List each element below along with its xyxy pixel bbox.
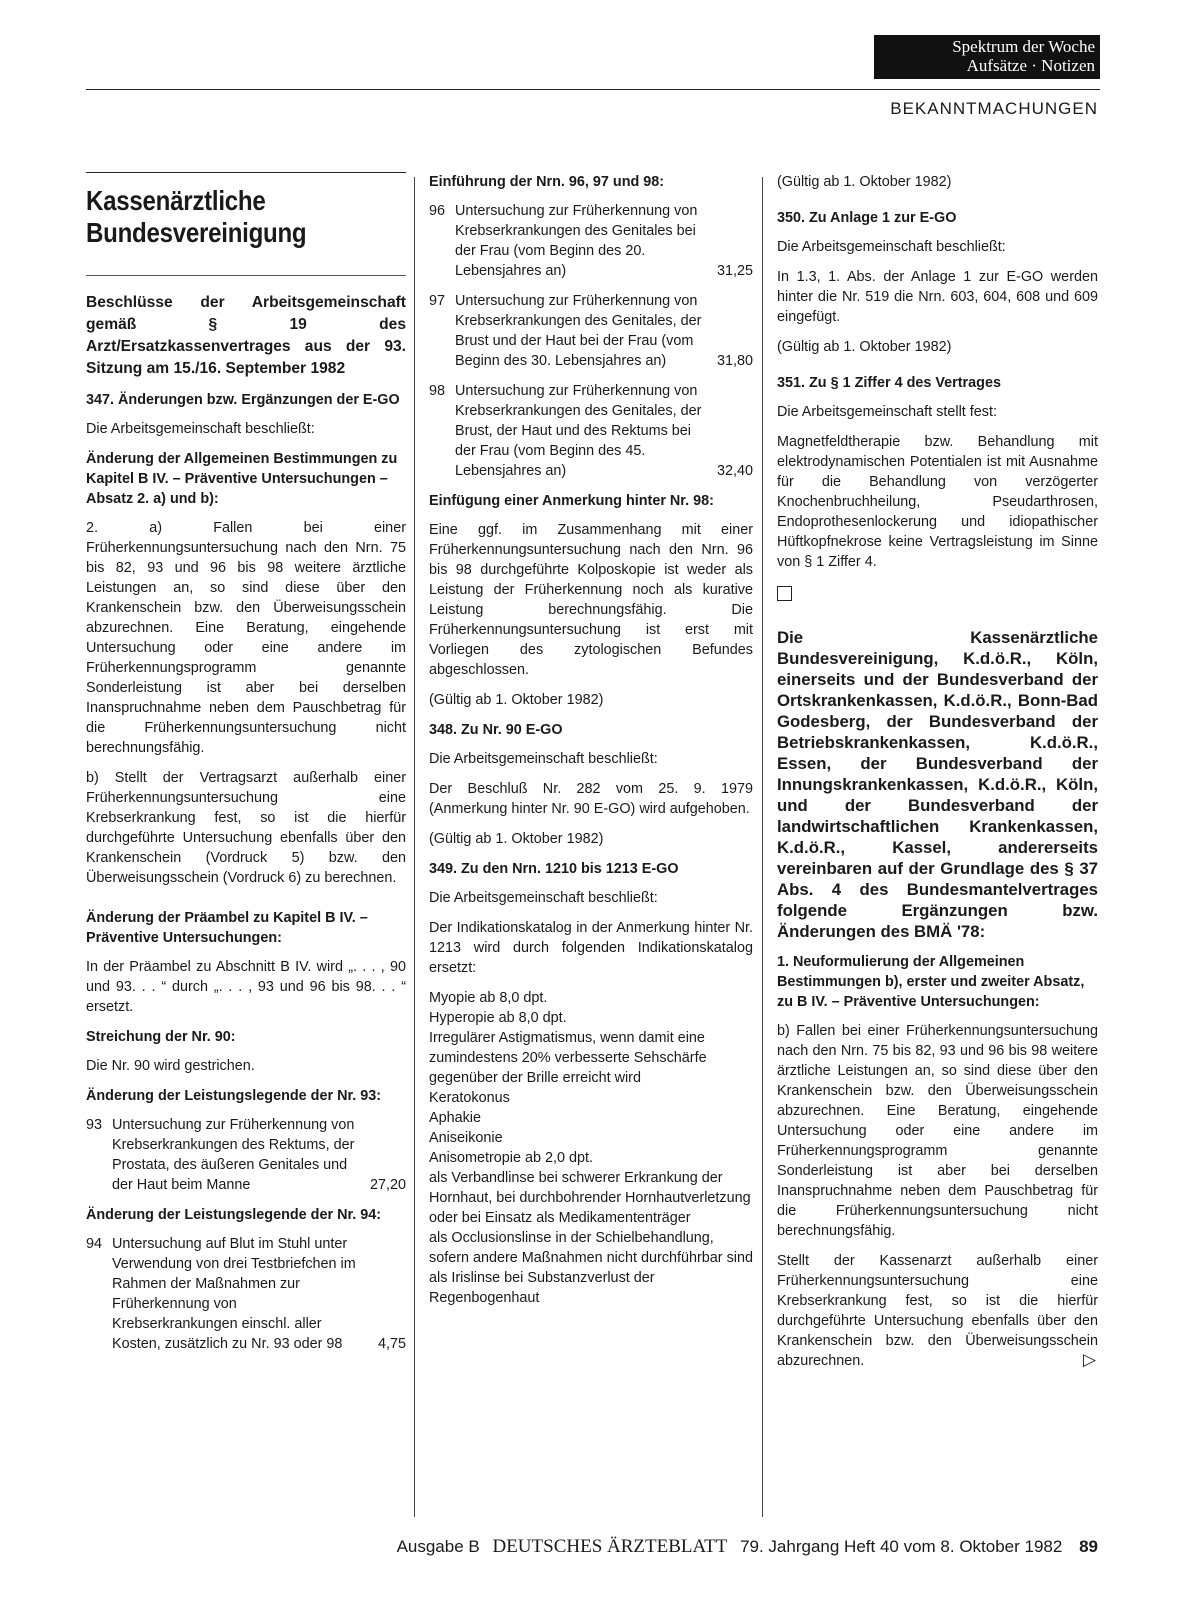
column-divider-2 xyxy=(762,177,763,1517)
paragraph-b: b) Fallen bei einer Früherkennungsuntersuchung nach den Nrn. 75 bis 82, 93 und 96 bis 98 weitere ärztliche Leistungen an, so sind diese über den Krankenschein bzw. den Überweisungsschein abzurechnen. Eine Beratung, eingehende Untersuchung oder eine andere im Früherkennungsprogramm genannte Sonderleistung ist aber bei derselben Inanspruchnahme neben dem Pauschbetrag für die Früherkennungsuntersuchung nicht berechnungsfähig. xyxy=(777,1023,1098,1239)
column-1 xyxy=(86,172,406,1364)
paragraph: Die Arbeitsgemeinschaft beschließt: xyxy=(86,421,315,437)
heading-streichung: Streichung der Nr. 90: xyxy=(86,1029,236,1045)
brand-line-2: Aufsätze · Notizen xyxy=(966,56,1095,75)
paragraph: Die Arbeitsgemeinschaft stellt fest: xyxy=(777,404,997,420)
fee-item-96 xyxy=(429,201,753,281)
header-rule xyxy=(86,89,1100,90)
footer-journal: DEUTSCHES ÄRZTEBLATT xyxy=(492,1536,728,1557)
fee-number: 98 xyxy=(429,383,446,399)
heading-349: 349. Zu den Nrn. 1210 bis 1213 E-GO xyxy=(429,861,679,877)
validity-note: (Gültig ab 1. Oktober 1982) xyxy=(429,831,604,847)
paragraph: Die Arbeitsgemeinschaft beschließt: xyxy=(777,239,1006,255)
lead-rule xyxy=(86,275,406,276)
footer-issue: 79. Jahrgang Heft 40 vom 8. Oktober 1982 xyxy=(740,1537,1063,1556)
indication-item: als Occlusionslinse in der Schielbehandlung, sofern andere Maßnahmen nicht durchführbar sind xyxy=(429,1230,753,1266)
paragraph: Die Arbeitsgemeinschaft beschließt: xyxy=(429,890,658,906)
indication-item: Hyperopie ab 8,0 dpt. xyxy=(429,1010,567,1026)
fee-item-98 xyxy=(429,381,753,481)
brand-line-1: Spektrum der Woche xyxy=(952,37,1095,56)
fee-description: Untersuchung auf Blut im Stuhl unter Verwendung von drei Testbriefchen im Rahmen der Maßnahmen zur Früherkennung von Krebserkrankungen einschl. aller Kosten, zusätzlich zu Nr. 93 oder 98 xyxy=(112,1236,356,1352)
heading-351: 351. Zu § 1 Ziffer 4 des Vertrages xyxy=(777,375,1001,391)
fee-number: 97 xyxy=(429,293,446,309)
validity-note: (Gültig ab 1. Oktober 1982) xyxy=(777,339,952,355)
fee-item-94 xyxy=(86,1234,406,1354)
fee-item-97 xyxy=(429,291,753,371)
fee-points: 32,40 xyxy=(716,463,753,479)
paragraph-praeambel: In der Präambel zu Abschnitt B IV. wird „. . . , 90 und 93. . . “ durch „. . . , 93 und 96 bis 98. . . “ ersetzt. xyxy=(86,959,406,1015)
validity-note: (Gültig ab 1. Oktober 1982) xyxy=(429,692,604,708)
fee-number: 96 xyxy=(429,203,446,219)
heading-nr-94: Änderung der Leistungslegende der Nr. 94: xyxy=(86,1207,382,1223)
indication-item: Anisometropie ab 2,0 dpt. xyxy=(429,1150,593,1166)
fee-description: Untersuchung zur Früherkennung von Krebserkrankungen des Genitales, der Brust, der Haut und des Rektums bei der Frau (vom Beginn des 45. Lebensjahres an) xyxy=(455,383,702,479)
validity-note: (Gültig ab 1. Oktober 1982) xyxy=(777,174,952,190)
heading-348: 348. Zu Nr. 90 E-GO xyxy=(429,722,563,738)
paragraph-streichung: Die Nr. 90 wird gestrichen. xyxy=(86,1058,255,1074)
paragraph-351: Magnetfeldtherapie bzw. Behandlung mit elektrodynamischen Potentialen ist mit Ausnahme für die Behandlung von verzögerter Knochenbruchheilung, Pseudarthrosen, Endoprothesenlockerung und idiopathischer Hüftkopfnekrose keine Vertragsleistung im Sinne von § 1 Ziffer 4. xyxy=(777,434,1098,570)
agreement-preamble: Die Kassenärztliche Bundesvereinigung, K.d.ö.R., Köln, einerseits und der Bundesverband der Ortskrankenkassen, K.d.ö.R., Bonn-Bad Godesberg, der Bundesverband der Betriebskrankenkassen, K.d.ö.R., Essen, der Bundesverband der Innungskrankenkassen, K.d.ö.R., Köln, und der Bundesverband der landwirtschaftlichen Krankenkassen, K.d.ö.R., Kassel, andererseits vereinbaren auf der Grundlage des § 37 Abs. 4 des Bundesmantelvertrages folgende Ergänzungen bzw. Änderungen des BMÄ '78: xyxy=(777,628,1098,941)
continue-arrow-icon: ▷ xyxy=(1082,1350,1096,1369)
heading-350: 350. Zu Anlage 1 zur E-GO xyxy=(777,210,957,226)
heading-347: 347. Änderungen bzw. Ergänzungen der E-GO xyxy=(86,392,400,408)
fee-description: Untersuchung zur Früherkennung von Krebserkrankungen des Genitales, der Brust und der Haut bei der Frau (vom Beginn des 30. Lebensjahres an) xyxy=(455,293,702,369)
fee-points: 31,80 xyxy=(716,353,753,369)
heading-neuformulierung: 1. Neuformulierung der Allgemeinen Bestimmungen b), erster und zweiter Absatz, zu B IV. – Präventive Untersuchungen: xyxy=(777,954,1085,1010)
indication-item: Myopie ab 8,0 dpt. xyxy=(429,990,548,1006)
fee-points: 31,25 xyxy=(716,263,753,279)
footer-edition: Ausgabe B xyxy=(396,1537,480,1556)
page-number: 89 xyxy=(1079,1537,1098,1556)
paragraph-text: Stellt der Kassenarzt außerhalb einer Früherkennungsuntersuchung eine Krebserkrankung fest, so ist die hierfür durchgeführte Untersuchung ebenfalls über den Krankenschein bzw. den Überweisungsschein abzurechnen. xyxy=(777,1253,1098,1369)
heading-praeambel: Änderung der Präambel zu Kapitel B IV. – Präventive Untersuchungen: xyxy=(86,910,368,946)
column-divider-1 xyxy=(414,177,415,1517)
fee-points: 27,20 xyxy=(369,1177,406,1193)
fee-description: Untersuchung zur Früherkennung von Krebserkrankungen des Genitales bei der Frau (vom Beginn des 20. Lebensjahres an) xyxy=(455,203,698,279)
fee-number: 94 xyxy=(86,1236,103,1252)
indication-item: als Verbandlinse bei schwerer Erkrankung der Hornhaut, bei durchbohrender Hornhautverletzung oder bei Einsatz als Medikamententräger xyxy=(429,1170,751,1226)
fee-points: 4,75 xyxy=(377,1336,406,1352)
end-of-article-box-icon xyxy=(777,586,792,601)
paragraph-2a: 2. a) Fallen bei einer Früherkennungsuntersuchung nach den Nrn. 75 bis 82, 93 und 96 bis 98 weitere ärztliche Leistungen an, so sind diese über den Krankenschein bzw. den Überweisungsschein abzurechnen. Eine Beratung, eingehende Untersuchung oder eine andere im Früherkennungsprogramm genannte Sonderleistung ist aber bei derselben Inanspruchnahme neben dem Pauschbetrag für die Früherkennungsuntersuchung nicht berechnungsfähig. xyxy=(86,520,406,756)
heading-anmerkung: Einfügung einer Anmerkung hinter Nr. 98: xyxy=(429,493,714,509)
paragraph-2b: b) Stellt der Vertragsarzt außerhalb einer Früherkennungsuntersuchung eine Krebserkrankung fest, so ist die hierfür durchgeführte Untersuchung ebenfalls über den Krankenschein (Vordruck 5) bzw. den Überweisungsschein (Vordruck 6) zu berechnen. xyxy=(86,770,406,886)
paragraph-anmerkung: Eine ggf. im Zusammenhang mit einer Früherkennungsuntersuchung nach den Nrn. 96 bis 98 durchgeführte Kolposkopie ist weder als Leistung der Früherkennung noch als kurative Leistung berechnungsfähig. Die Früherkennungsuntersuchung ist erst mit Vorliegen des zytologischen Befundes abgeschlossen. xyxy=(429,522,753,678)
indication-item: Irregulärer Astigmatismus, wenn damit eine zumindestens 20% verbesserte Sehschärfe gegenüber der Brille erreicht wird xyxy=(429,1030,707,1086)
fee-number: 93 xyxy=(86,1117,103,1133)
heading-allgemeine-bestimmungen: Änderung der Allgemeinen Bestimmungen zu Kapitel B IV. – Präventive Untersuchungen – Absatz 2. a) und b): xyxy=(86,451,398,507)
heading-einfuehrung: Einführung der Nrn. 96, 97 und 98: xyxy=(429,174,665,190)
title-rule xyxy=(86,172,406,173)
indication-item: Aphakie xyxy=(429,1110,482,1126)
fee-item-93 xyxy=(86,1115,406,1195)
column-2 xyxy=(429,172,753,1318)
page-footer xyxy=(397,1536,1098,1558)
article-title: Kassenärztliche Bundesvereinigung xyxy=(86,185,307,248)
indication-item: Aniseikonie xyxy=(429,1130,503,1146)
indication-item: Keratokonus xyxy=(429,1090,510,1106)
section-heading: BEKANNTMACHUNGEN xyxy=(890,99,1098,118)
column-3 xyxy=(777,172,1098,1381)
paragraph-stellt-der-kassenarzt xyxy=(777,1251,1098,1371)
paragraph-350: In 1.3, 1. Abs. der Anlage 1 zur E-GO werden hinter die Nr. 519 die Nrn. 603, 604, 608 und 609 eingefügt. xyxy=(777,269,1098,325)
indication-list xyxy=(429,988,753,1308)
paragraph: Die Arbeitsgemeinschaft beschließt: xyxy=(429,751,658,767)
indication-item: als Irislinse bei Substanzverlust der Regenbogenhaut xyxy=(429,1270,655,1306)
heading-nr-93: Änderung der Leistungslegende der Nr. 93: xyxy=(86,1088,382,1104)
paragraph-348: Der Beschluß Nr. 282 vom 25. 9. 1979 (Anmerkung hinter Nr. 90 E-GO) wird aufgehoben. xyxy=(429,781,753,817)
article-lead: Beschlüsse der Arbeitsgemeinschaft gemäß § 19 des Arzt/Ersatzkassenvertrages aus der 93. Sitzung am 15./16. September 1982 xyxy=(86,294,406,377)
fee-description: Untersuchung zur Früherkennung von Krebserkrankungen des Rektums, der Prostata, des äußeren Genitales und der Haut beim Manne xyxy=(112,1117,355,1193)
paragraph-349: Der Indikationskatalog in der Anmerkung hinter Nr. 1213 wird durch folgenden Indikationskatalog ersetzt: xyxy=(429,920,753,976)
publication-brand-box xyxy=(874,35,1100,79)
